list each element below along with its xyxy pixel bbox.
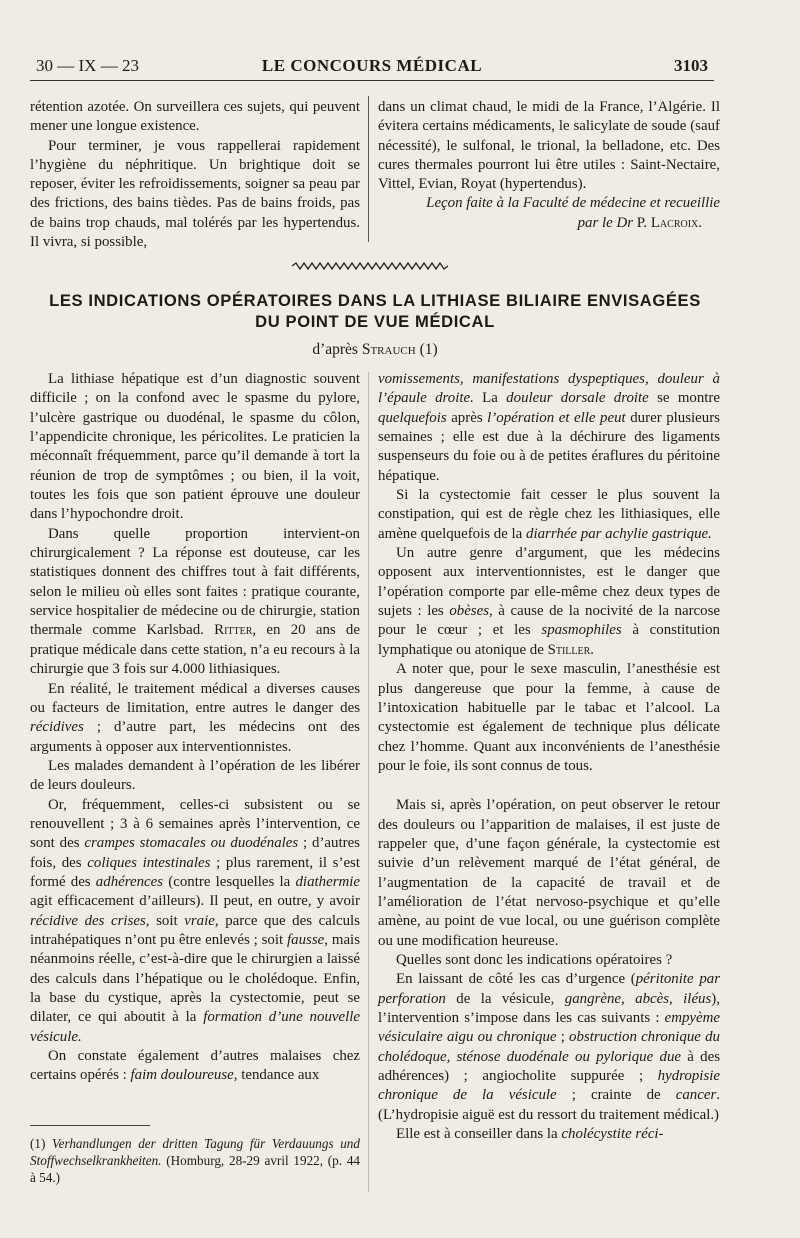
paragraph: Elle est à conseiller dans la cholécystite réci- (396, 1126, 664, 1143)
paragraph: vomissements, manifestations dyspeptiques, douleur à l’épaule droite. La douleur dorsale droite se montre quelquefois après l’opération et elle peut durer plusieurs semaines ; elle est due à la déchirure des ligaments suspenseurs du foie ou à de petites éraflures du péritoine hépatique. (378, 371, 720, 484)
footnote-number: (1) (30, 1136, 46, 1151)
paragraph: Dans quelle proportion intervient-on chirurgicalement ? La réponse est douteuse, car les statistiques donnent des chiffres tout à fait différents, selon le milieu où elles sont faites : pratique courante, service hospitalier de médecine ou de chirurgie, station thermale comme Karlsbad. Ritter, en 20 ans de pratique médicale dans cette station, n’a eu recours à la chirurgie que 3 fois sur 4.000 lithiasiques. (30, 525, 360, 678)
paragraph-gap (378, 776, 720, 796)
column-divider (368, 96, 369, 242)
footnote-details: (Homburg, 28-29 avril 1922, (p. 44 à 54.) (30, 1153, 361, 1185)
article-col2 (378, 370, 720, 1144)
signature-line: Leçon faite à la Faculté de médecine et recueillie (426, 195, 720, 212)
footnote (30, 1135, 360, 1186)
previous-article-col2 (378, 98, 720, 233)
paragraph: Mais si, après l’opération, on peut observer le retour des douleurs ou l’apparition de malaises, il est juste de rappeler que, d’une façon générale, la cystectomie est suivie d’un relèvement marqué de l’état général, de l’augmentation de la capacité de travail et de l’amélioration de l’état nervoso-psychique et qu’elle amène, au point de vue local, ou une guérison complète ou une modification heureuse. (378, 797, 720, 949)
article-title (30, 290, 720, 332)
paragraph: En laissant de côté les cas d’urgence (péritonite par perforation de la vésicule, gangrène, abcès, iléus), l’intervention s’impose dans les cas suivants : empyème vésiculaire aigu ou chronique ; obstruction chronique du cholédoque, sténose duodénale ou pylorique due à des adhérences) ; angiocholite suppurée ; hydropisie chronique de la vésicule ; crainte de cancer. (L’hydropisie aiguë est du ressort du traitement médical.) (378, 971, 720, 1123)
paragraph: Or, fréquemment, celles-ci subsistent ou se renouvellent ; 3 à 6 semaines après l’intervention, ce sont des crampes stomacales ou duodénales ; d’autres fois, des coliques intestinales ; plus rarement, il s’est formé des adhérences (contre lesquelles la diathermie agit efficacement d’ailleurs). Il peut, en outre, y avoir récidive des crises, soit vraie, parce que des calculs intrahépatiques n’ont pu être enlevés ; soit fausse, mais néanmoins réelle, c’est-à-dire que le chirurgien a laissé des calculs dans l’hépatique ou le cholédoque. Enfin, la base du cystique, après la cystectomie, peut se dilater, ce qui aboutit à la formation d’une nouvelle vésicule. (30, 796, 360, 1045)
paragraph: Pour terminer, je vous rappellerai rapidement l’hygiène du néphritique. Un brightique doit se reposer, éviter les refroidissements, soigner sa peau par des frictions, des bains tièdes. Pas de bains froids, pas de bains trop chauds, mal tolérés par les hypertendus. Il vivra, si possible, (30, 137, 360, 251)
paragraph: On constate également d’autres malaises chez certains opérés : faim douloureuse, tendance aux (30, 1048, 360, 1084)
paragraph: A noter que, pour le sexe masculin, l’anesthésie est plus dangereuse que pour la femme, à cause de l’intoxication habituelle par le tabac et l’alcool. La cystectomie est également de technique plus délicate chez l’homme. Quant aux inconvénients de l’anesthésie pour le foie, ils sont connus de tous. (378, 661, 720, 774)
footnote-source: Verhandlungen der dritten Tagung für Verdauungs und Stoffwechselkrankheiten. (30, 1136, 360, 1168)
column-divider (368, 372, 369, 1192)
footnote-ref: (1) (419, 341, 438, 358)
title-line: LES INDICATIONS OPÉRATOIRES DANS LA LITHIASE BILIAIRE ENVISAGÉES (49, 291, 701, 310)
page-header (30, 54, 714, 81)
paragraph: dans un climat chaud, le midi de la France, l’Algérie. Il évitera certains médicaments, le salicylate de soude (sauf nécessité), le sulfonal, le trional, la belladone, etc. Des cures thermales pourront lui être utiles : Saint-Nectaire, Vittel, Evian, Royat (hypertendus). (378, 99, 720, 193)
paragraph: Les malades demandent à l’opération de les libérer de leurs douleurs. (30, 757, 360, 794)
separator-ornament (290, 262, 450, 270)
paragraph: La lithiase hépatique est d’un diagnostic souvent difficile ; on la confond avec le spasme du pylore, l’ulcère gastrique ou duodénal, le spasme du côlon, l’appendicite chronique, les péricolites. Le praticien la méconnaît fréquemment, parce qu’il demande à tort la réunion de trop de symptômes ; ou bien, il la voit, toutes les fois que son patient éprouve une douleur dans l’hypochondre droit. (30, 371, 360, 523)
header-date: 30 — IX — 23 (36, 56, 139, 75)
paragraph: Si la cystectomie fait cesser le plus souvent la constipation, qui est de règle chez les lithiasiques, elle amène quelquefois de la diarrhée par achylie gastrique. (378, 487, 720, 542)
signature-author (378, 214, 720, 233)
byline-prefix: d’après (312, 341, 358, 358)
footnote-rule (30, 1125, 150, 1126)
signature-prefix: par le Dr (577, 214, 634, 231)
author-name: P. Lacroix. (636, 214, 702, 231)
article-col1 (30, 370, 360, 1086)
paragraph: En réalité, le traitement médical a diverses causes ou facteurs de limitation, entre autres le danger des récidives ; d’autre part, les médecins ont des arguments à opposer aux interventionnistes. (30, 680, 360, 755)
paragraph: Quelles sont donc les indications opératoires ? (396, 951, 673, 968)
paragraph: rétention azotée. On surveillera ces sujets, qui peuvent mener une longue existence. (30, 99, 360, 135)
paragraph: Un autre genre d’argument, que les médecins opposent aux interventionnistes, est le danger que l’opération comporte par elle-même chez deux types de sujets : les obèses, à cause de la nocivité de la narcose pour le cœur ; et les spasmophiles à constitution lymphatique ou atonique de Stiller. (378, 545, 720, 658)
previous-article-col1 (30, 98, 360, 252)
journal-title: LE CONCOURS MÉDICAL (261, 56, 483, 75)
article-byline (30, 341, 720, 359)
byline-author: Strauch (361, 341, 416, 358)
title-line: DU POINT DE VUE MÉDICAL (255, 312, 495, 331)
page-number: 3103 (674, 56, 708, 75)
